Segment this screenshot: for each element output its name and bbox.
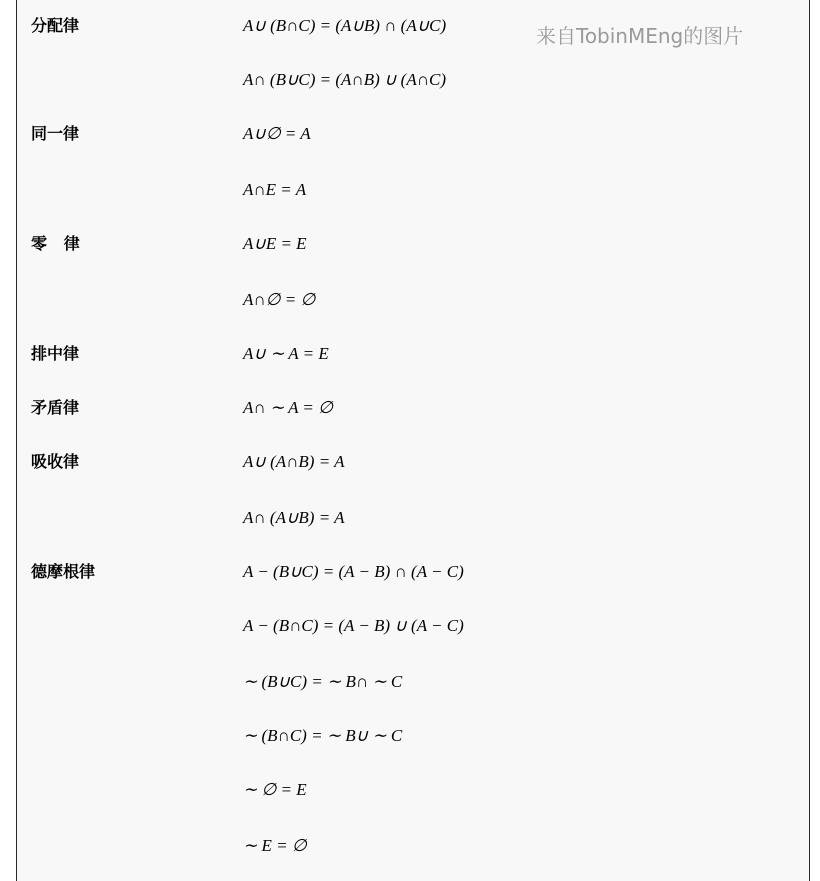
table-row: [17, 284, 809, 316]
table-row: [17, 666, 809, 698]
table-row: [17, 228, 809, 260]
law-name: 德摩根律: [31, 562, 96, 581]
table-row: [17, 774, 809, 806]
formula: A − (B∪C) = (A − B) ∩ (A − C): [243, 562, 464, 581]
table-row: [17, 338, 809, 370]
table-row: [17, 610, 809, 642]
table-row: [17, 502, 809, 534]
table-row: [17, 720, 809, 752]
table-row: [17, 64, 809, 96]
formula: A∩E = A: [243, 180, 307, 199]
formula: ∼ (B∩C) = ∼ B∪ ∼ C: [243, 726, 403, 745]
law-name: 吸收律: [31, 452, 80, 471]
formula: A∩ (B∪C) = (A∩B) ∪ (A∩C): [243, 70, 447, 89]
law-name: 同一律: [31, 124, 80, 143]
table-row: [17, 174, 809, 206]
formula: ∼ (B∪C) = ∼ B∩ ∼ C: [243, 672, 403, 691]
law-name: 排中律: [31, 344, 80, 363]
formula: A − (B∩C) = (A − B) ∪ (A − C): [243, 616, 464, 635]
table-row: [17, 118, 809, 150]
law-name: 零 律: [31, 234, 80, 253]
table-row: [17, 556, 809, 588]
formula: ∼ ∅ = E: [243, 780, 307, 799]
watermark-text: 来自TobinMEng的图片: [536, 24, 744, 48]
formula: A∩ (A∪B) = A: [243, 508, 345, 527]
formula: A∪ (A∩B) = A: [243, 452, 345, 471]
formula: ∼ E = ∅: [243, 836, 307, 855]
formula: A∪ (B∩C) = (A∪B) ∩ (A∪C): [243, 16, 447, 35]
formula: A∪E = E: [243, 234, 307, 253]
formula: A∪ ∼ A = E: [243, 344, 329, 363]
table-row: [17, 830, 809, 862]
law-table: [16, 0, 810, 881]
law-name: 分配律: [31, 16, 80, 35]
law-name: 矛盾律: [31, 398, 80, 417]
table-row: [17, 392, 809, 424]
formula: A∩∅ = ∅: [243, 290, 316, 309]
formula: A∩ ∼ A = ∅: [243, 398, 333, 417]
formula: A∪∅ = A: [243, 124, 311, 143]
table-row: [17, 446, 809, 478]
